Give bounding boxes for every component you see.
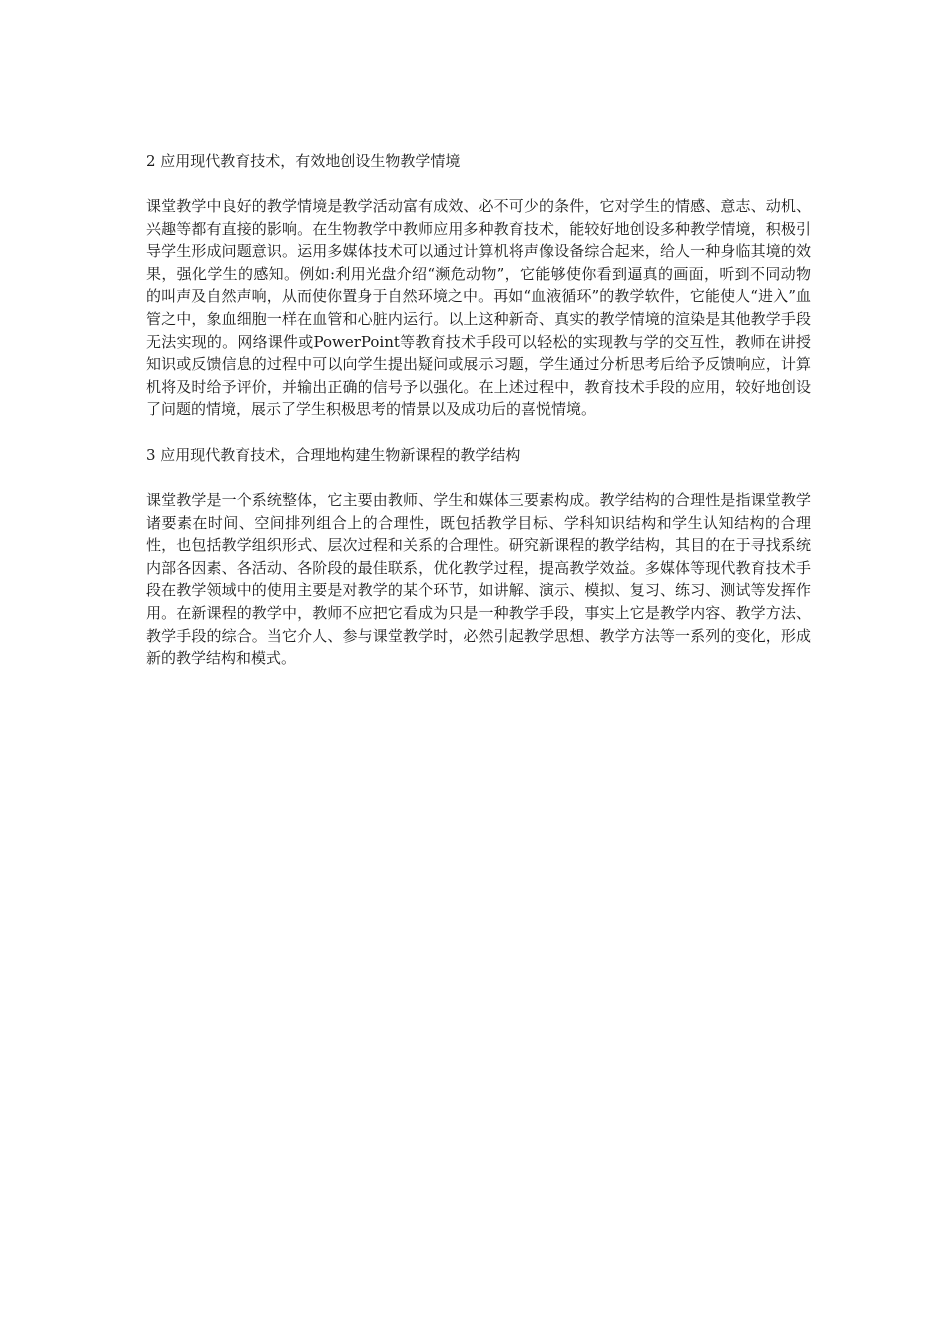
section-paragraph: 课堂教学中良好的教学情境是教学活动富有成效、必不可少的条件，它对学生的情感、意志、动机、兴趣等都有直接的影响。在生物教学中教师应用多种教育技术，能较好地创设多种教学情境，积极引导学生形成问题意识。运用多媒体技术可以通过计算机将声像设备综合起来，给人一种身临其境的效果，强化学生的感知。例如:利用光盘介绍“濒危动物”，它能够使你看到逼真的画面，听到不同动物的叫声及自然声响，从而使你置身于自然环境之中。再如“血液循环”的教学软件，它能使人“进入”血管之中，象血细胞一样在血管和心脏内运行。以上这种新奇、真实的教学情境的渲染是其他教学手段无法实现的。网络课件或PowerPoint等教育技术手段可以轻松的实现教与学的交互性，教师在讲授知识或反馈信息的过程中可以向学生提出疑问或展示习题，学生通过分析思考后给予反馈响应，计算机将及时给予评价，并输出正确的信号予以强化。在上述过程中，教育技术手段的应用，较好地创设了问题的情境，展示了学生积极思考的情景以及成功后的喜悦情境。 <box>146 197 811 419</box>
section-heading: 3 应用现代教育技术，合理地构建生物新课程的教学结构 <box>146 445 521 464</box>
section-3 <box>146 444 811 670</box>
section-heading: 2 应用现代教育技术，有效地创设生物教学情境 <box>146 152 461 170</box>
section-paragraph: 课堂教学是一个系统整体，它主要由教师、学生和媒体三要素构成。教学结构的合理性是指课堂教学诸要素在时间、空间排列组合上的合理性，既包括教学目标、学科知识结构和学生认知结构的合理性，也包括教学组织形式、层次过程和关系的合理性。研究新课程的教学结构，其目的在于寻找系统内部各因素、各活动、各阶段的最佳联系，优化教学过程，提高教学效益。多媒体等现代教育技术手段在教学领域中的使用主要是对教学的某个环节，如讲解、演示、模拟、复习、练习、测试等发挥作用。在新课程的教学中，教师不应把它看成为只是一种教学手段，事实上它是教学内容、教学方法、教学手段的综合。当它介人、参与课堂教学时，必然引起教学思想、教学方法等一系列的变化，形成新的教学结构和模式。 <box>146 490 811 668</box>
section-2 <box>146 150 811 421</box>
document-page <box>146 150 811 693</box>
